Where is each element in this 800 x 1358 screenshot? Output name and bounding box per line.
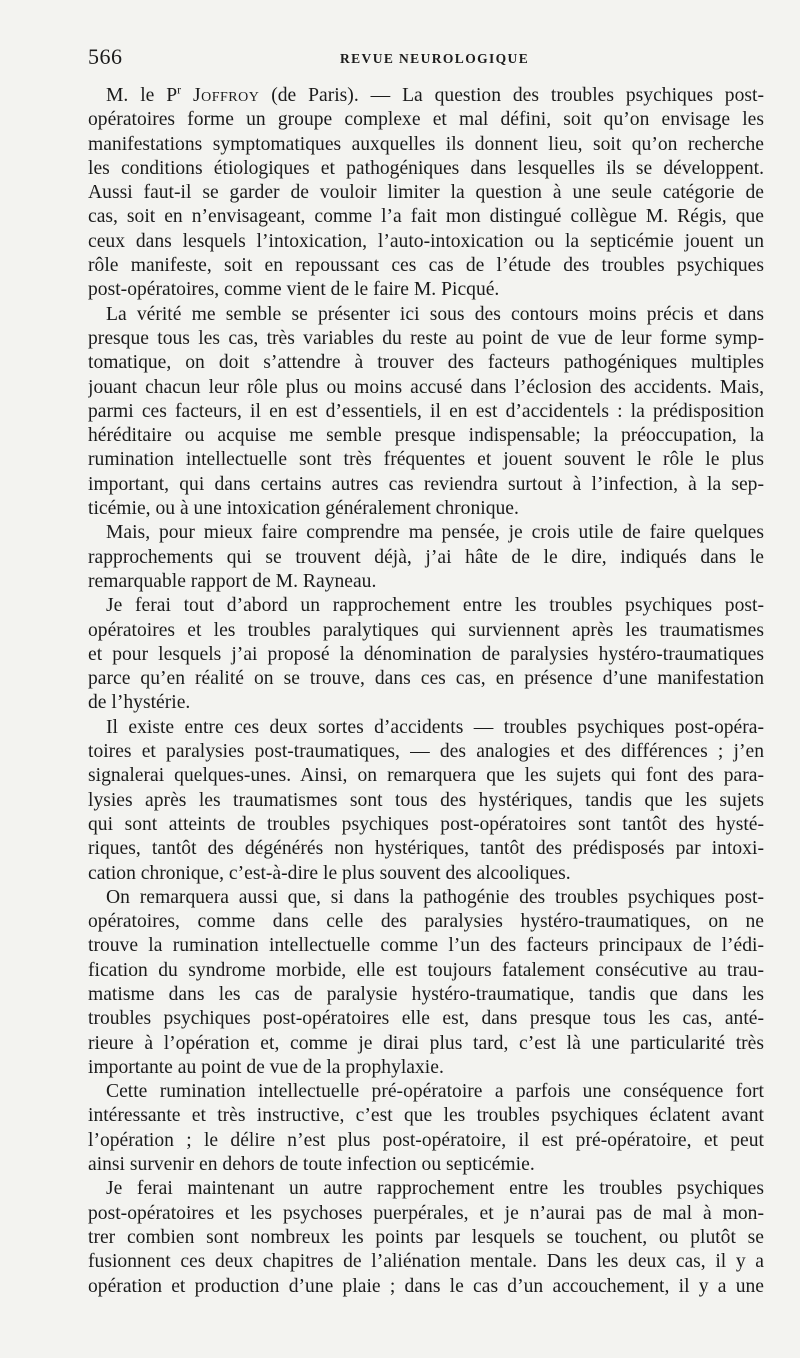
text-line: rapprochements qui se trouvent déjà, j’ai hâte de le dire, indiqués dans le [88,546,764,568]
text-line: presque tous les cas, très variables du reste au point de vue de leur forme symp- [88,327,764,349]
text-line: intéressante et très instructive, c’est que les troubles psychiques éclatent avant [88,1105,764,1127]
text-line: opération et production d’une plaie ; dans le cas d’un accouchement, il y a une [88,1275,764,1297]
text-line: opératoires forme un groupe complexe et mal défini, soit qu’on envisage les [88,109,764,131]
text-line: troubles psychiques post-opératoires elle est, dans presque tous les cas, anté- [88,1008,764,1030]
text-line: opératoires, comme dans celle des paralysies hystéro-traumatiques, on ne [88,911,764,933]
text-line: jouant chacun leur rôle plus ou moins accusé dans l’éclosion des accidents. Mais, [88,376,764,398]
page-header [88,44,760,74]
author-name: Joffroy [192,85,260,106]
text-line: fusionnent ces deux chapitres de l’aliénation mentale. Dans les deux cas, il y a [88,1251,764,1273]
text-line: tomatique, on doit s’attendre à trouver des facteurs pathogéniques multiples [88,352,764,374]
text-fragment: M. le P [106,85,178,106]
text-line: ticémie, ou à une intoxication généralement chronique. [88,498,519,520]
text-line: les conditions étiologiques et pathogéniques dans lesquelles ils se développent. [88,157,764,179]
text-line: Il existe entre ces deux sortes d’accidents — troubles psychiques post-opéra- [106,716,764,738]
text-line: Je ferai maintenant un autre rapprochement entre les troubles psychiques [106,1178,764,1200]
text-line: On remarquera aussi que, si dans la pathogénie des troubles psychiques post- [106,886,764,908]
text-line: Je ferai tout d’abord un rapprochement entre les troubles psychiques post- [106,595,764,617]
text-line: et pour lesquels j’ai proposé la dénomination de paralysies hystéro-traumatiques [88,643,764,665]
text-line: l’opération ; le délire n’est plus post-opératoire, il est pré-opératoire, et peut [88,1129,764,1151]
text-line: trer combien sont nombreux les points par lesquels se touchent, ou plutôt se [88,1226,764,1248]
running-head: REVUE NEUROLOGIQUE [340,51,530,66]
text-line: lysies après les traumatismes sont tous des hystériques, tandis que les sujets [88,789,764,811]
text-line: remarquable rapport de M. Rayneau. [88,570,377,592]
text-line: Mais, pour mieux faire comprendre ma pensée, je crois utile de faire quelques [106,522,764,544]
text-line: post-opératoires, comme vient de le faire M. Picqué. [88,279,500,301]
text-line: rôle manifeste, soit en repoussant ces cas de l’étude des troubles psychiques [88,255,764,277]
text-line: parmi ces facteurs, il en est d’essentiels, il en est d’accidentels : la prédisposition [88,400,764,422]
text-line: de l’hystérie. [88,692,191,714]
text-line: riques, tantôt des dégénérés non hystériques, tantôt des prédisposés par intoxi- [88,838,764,860]
text-line: Cette rumination intellectuelle pré-opératoire a parfois une conséquence fort [106,1081,764,1103]
text-line: cation chronique, c’est-à-dire le plus souvent des alcooliques. [88,862,571,884]
text-line: héréditaire ou acquise me semble presque indispensable; la préoccupation, la [88,425,764,447]
text-line: important, qui dans certains autres cas reviendra surtout à l’infection, à la sep- [88,473,764,495]
page-number: 566 [88,44,123,69]
text-fragment: (de Paris). — La question des troubles psychiques post- [259,85,764,106]
text-line: opératoires et les troubles paralytiques qui surviennent après les traumatismes [88,619,764,641]
body-text [88,84,764,1299]
text-line: importante au point de vue de la prophylaxie. [88,1056,444,1078]
text-line: rieure à l’opération et, comme je dirai plus tard, c’est là une particularité très [88,1032,764,1054]
text-line: signalerai quelques-unes. Ainsi, on remarquera que les sujets qui font des para- [88,765,764,787]
text-line: ainsi survenir en dehors de toute infection ou septicémie. [88,1154,535,1176]
text-line: matisme dans les cas de paralysie hystéro-traumatique, tandis que dans les [88,983,764,1005]
text-line: post-opératoires et les psychoses puerpérales, et je n’aurai pas de mal à mon- [88,1202,764,1224]
text-line: qui sont atteints de troubles psychiques post-opératoires sont tantôt des hysté- [88,813,764,835]
text-line: trouve la rumination intellectuelle comme l’un des facteurs principaux de l’édi- [88,935,764,957]
text-line: cas, soit en n’envisageant, comme l’a fait mon distingué collègue M. Régis, que [88,206,764,228]
text-line: toires et paralysies post-traumatiques, — des analogies et des différences ; j’en [88,741,764,763]
text-line: parce qu’en réalité on se trouve, dans ces cas, en présence d’une manifestation [88,668,764,690]
superscript: r [177,84,182,97]
text-line [88,84,764,108]
text-line: rumination intellectuelle sont très fréquentes et jouent souvent le rôle le plus [88,449,764,471]
text-line: fication du syndrome morbide, elle est toujours fatalement consécutive au trau- [88,959,764,981]
text-line: manifestations symptomatiques auxquelles ils donnent lieu, soit qu’on recherche [88,133,764,155]
text-line: ceux dans lesquels l’intoxication, l’auto-intoxication ou la septicémie jouent un [88,230,764,252]
text-line: Aussi faut-il se garder de vouloir limiter la question à une seule catégorie de [88,182,764,204]
text-line: La vérité me semble se présenter ici sous des contours moins précis et dans [106,303,764,325]
